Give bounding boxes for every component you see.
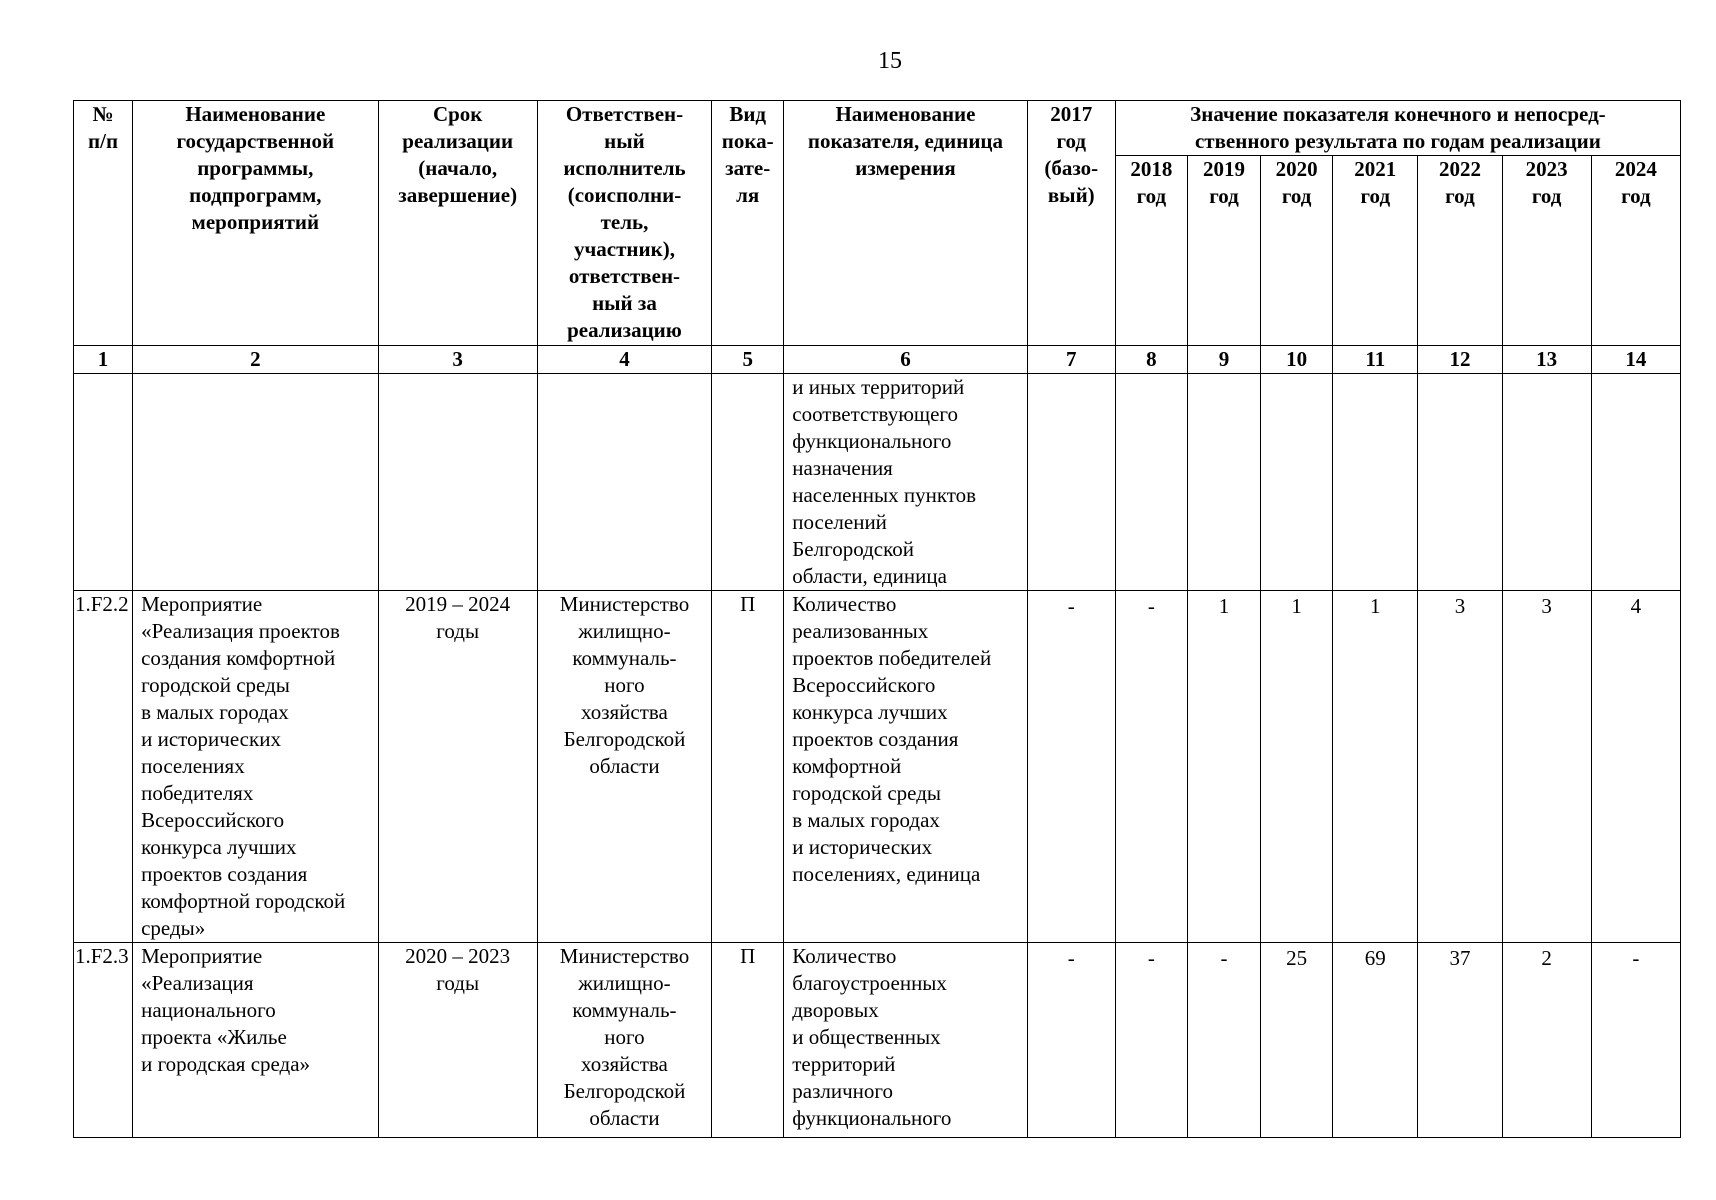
column-number: 5 — [712, 346, 784, 374]
header-program-name: Наименование государственной программы, подпрограмм, мероприятий — [133, 101, 378, 346]
column-number: 2 — [133, 346, 378, 374]
table-row — [74, 943, 1681, 1138]
column-number: 9 — [1187, 346, 1260, 374]
header-indicator-type: Вид пока- зате- ля — [712, 101, 784, 346]
table-row — [74, 591, 1681, 943]
header-year-2020: 2020 год — [1261, 156, 1333, 346]
page-number: 15 — [878, 48, 902, 74]
header-year-2021: 2021 год — [1333, 156, 1418, 346]
row-indicator-type: П — [712, 591, 784, 943]
row-base-value: - — [1027, 591, 1115, 943]
column-number: 8 — [1115, 346, 1187, 374]
row-term: 2019 – 2024 годы — [378, 591, 537, 943]
column-number: 4 — [537, 346, 711, 374]
header-executor: Ответствен- ный исполнитель (соисполни- тель, участник), ответствен- ный за реализацию — [537, 101, 711, 346]
header-values-group: Значение показателя конечного и непосред- ственного результата по годам реализации — [1115, 101, 1680, 156]
row-value-2022: 3 — [1418, 591, 1502, 943]
header-year-2022: 2022 год — [1418, 156, 1502, 346]
row-indicator-name: и иных территорий соответствующего функционального назначения населенных пунктов поселений Белгородской области, единица — [784, 374, 1027, 591]
row-program-name — [133, 374, 378, 591]
row-value-2023 — [1502, 374, 1591, 591]
column-number: 6 — [784, 346, 1027, 374]
header-year-2024: 2024 год — [1591, 156, 1680, 346]
row-value-2018: - — [1115, 943, 1187, 1138]
row-value-2023: 3 — [1502, 591, 1591, 943]
row-term: 2020 – 2023 годы — [378, 943, 537, 1138]
row-indicator-name: Количество благоустроенных дворовых и общественных территорий различного функционального — [784, 943, 1027, 1138]
row-indicator-type: П — [712, 943, 784, 1138]
row-value-2020 — [1261, 374, 1333, 591]
row-executor: Министерство жилищно- коммуналь- ного хозяйства Белгородской области — [537, 591, 711, 943]
row-indicator-name: Количество реализованных проектов победителей Всероссийского конкурса лучших проектов создания комфортной городской среды в малых городах и исторических поселениях, единица — [784, 591, 1027, 943]
row-program-name: Мероприятие «Реализация проектов создания комфортной городской среды в малых городах и исторических поселениях победителях Всероссийского конкурса лучших проектов создания комфортной городской среды» — [133, 591, 378, 943]
row-value-2024: - — [1591, 943, 1680, 1138]
row-executor — [537, 374, 711, 591]
row-value-2019: 1 — [1187, 591, 1260, 943]
row-id: 1.F2.2 — [74, 591, 133, 943]
header-year-2019: 2019 год — [1187, 156, 1260, 346]
row-value-2022 — [1418, 374, 1502, 591]
column-number: 14 — [1591, 346, 1680, 374]
header-year-2018: 2018 год — [1115, 156, 1187, 346]
column-number: 1 — [74, 346, 133, 374]
row-value-2023: 2 — [1502, 943, 1591, 1138]
header-year-2023: 2023 год — [1502, 156, 1591, 346]
header-base-year: 2017 год (базо- вый) — [1027, 101, 1115, 346]
row-value-2018 — [1115, 374, 1187, 591]
row-value-2021: 69 — [1333, 943, 1418, 1138]
column-number: 13 — [1502, 346, 1591, 374]
indicators-table — [73, 100, 1681, 1138]
row-value-2021: 1 — [1333, 591, 1418, 943]
row-value-2020: 1 — [1261, 591, 1333, 943]
column-number: 11 — [1333, 346, 1418, 374]
row-value-2018: - — [1115, 591, 1187, 943]
row-value-2019 — [1187, 374, 1260, 591]
header-term: Срок реализации (начало, завершение) — [378, 101, 537, 346]
row-id: 1.F2.3 — [74, 943, 133, 1138]
row-value-2024: 4 — [1591, 591, 1680, 943]
row-id — [74, 374, 133, 591]
column-number: 10 — [1261, 346, 1333, 374]
row-term — [378, 374, 537, 591]
row-value-2020: 25 — [1261, 943, 1333, 1138]
table-row — [74, 374, 1681, 591]
row-indicator-type — [712, 374, 784, 591]
header-number: № п/п — [74, 101, 133, 346]
row-program-name: Мероприятие «Реализация национального проекта «Жилье и городская среда» — [133, 943, 378, 1138]
column-number-row — [74, 346, 1681, 374]
row-value-2019: - — [1187, 943, 1260, 1138]
header-indicator-name: Наименование показателя, единица измерения — [784, 101, 1027, 346]
row-value-2024 — [1591, 374, 1680, 591]
row-base-value — [1027, 374, 1115, 591]
column-number: 12 — [1418, 346, 1502, 374]
header-row-top — [74, 101, 1681, 156]
row-value-2021 — [1333, 374, 1418, 591]
row-value-2022: 37 — [1418, 943, 1502, 1138]
row-executor: Министерство жилищно- коммуналь- ного хозяйства Белгородской области — [537, 943, 711, 1138]
column-number: 7 — [1027, 346, 1115, 374]
row-base-value: - — [1027, 943, 1115, 1138]
column-number: 3 — [378, 346, 537, 374]
